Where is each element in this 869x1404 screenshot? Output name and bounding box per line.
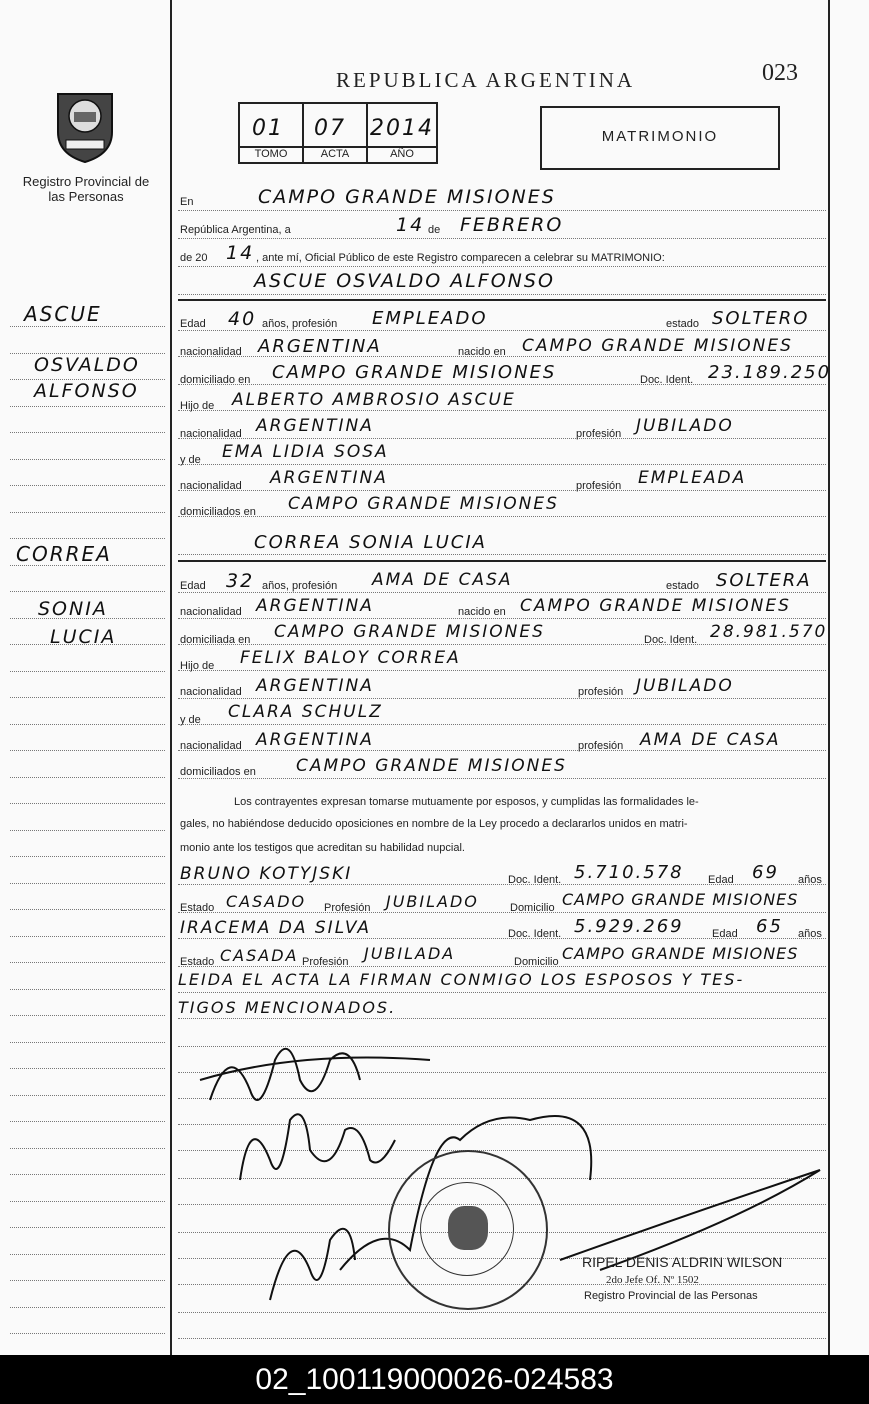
witness2-profesion: JUBILADA	[364, 944, 456, 963]
witness2-prof-label: Profesión	[302, 956, 349, 968]
body-ruled-line	[178, 750, 826, 751]
official-name: RIPEL DENIS ALDRIN WILSON	[582, 1254, 783, 1270]
document-code-footer: 02_100119000026-024583	[0, 1355, 869, 1404]
groom-nac-label: nacionalidad	[180, 346, 242, 358]
bride-doms-label: domiciliados en	[180, 766, 256, 778]
margin-ruled-line	[10, 777, 165, 778]
margin-ruled-line	[10, 1254, 165, 1255]
groom-estado-label: estado	[666, 318, 700, 330]
country-title: REPUBLICA ARGENTINA	[336, 68, 636, 92]
body-ruled-line	[178, 592, 826, 593]
body-ruled-line	[178, 1018, 826, 1019]
groom-madre-nac-label: nacionalidad	[180, 480, 242, 492]
official-office: Registro Provincial de las Personas	[584, 1290, 758, 1302]
margin-bride-name2: LUCIA	[50, 626, 117, 648]
tomo-label: TOMO	[254, 148, 288, 160]
official-title: 2do Jefe Of. Nº 1502	[606, 1274, 699, 1286]
witness1-estado-label: Estado	[180, 902, 215, 914]
body-ruled-line	[178, 618, 826, 619]
margin-ruled-line	[10, 538, 165, 539]
republica-label: República Argentina, a	[180, 224, 291, 236]
intro-year: 14	[226, 242, 255, 264]
margin-ruled-line	[10, 883, 165, 884]
witness1-edad: 69	[752, 862, 779, 883]
de20-label: de 20	[180, 252, 208, 264]
body-ruled-line	[178, 724, 826, 725]
margin-ruled-line	[10, 1095, 165, 1096]
groom-anos-label: años, profesión	[262, 318, 338, 330]
witness1-doc-label: Doc. Ident.	[508, 874, 562, 886]
bride-padres-dom: CAMPO GRANDE MISIONES	[296, 756, 567, 776]
province-logo	[52, 88, 118, 164]
margin-ruled-line	[10, 1121, 165, 1122]
bride-yde-label: y de	[180, 714, 201, 726]
margin-ruled-line	[10, 962, 165, 963]
witness1-anos-label: años	[798, 874, 822, 886]
margin-groom-name2: ALFONSO	[34, 380, 139, 402]
bride-nacido-label: nacido en	[458, 606, 506, 618]
groom-nacionalidad: ARGENTINA	[258, 336, 382, 357]
bride-nac-label: nacionalidad	[180, 606, 242, 618]
body-ruled-line	[178, 384, 826, 385]
bride-madre-nac-label: nacionalidad	[180, 740, 242, 752]
margin-ruled-line	[10, 697, 165, 698]
groom-padres-dom: CAMPO GRANDE MISIONES	[288, 494, 559, 514]
bride-padre: FELIX BALOY CORREA	[240, 648, 461, 668]
groom-padre-nac-label: nacionalidad	[180, 428, 242, 440]
signature-bride	[240, 1114, 395, 1180]
groom-doc-label: Doc. Ident.	[640, 374, 694, 386]
margin-ruled-line	[10, 671, 165, 672]
margin-ruled-line	[10, 459, 165, 460]
witness1-prof-label: Profesión	[324, 902, 371, 914]
bride-madre-prof-label: profesión	[578, 740, 624, 752]
margin-groom-surname: ASCUE	[24, 302, 102, 326]
bride-madre-prof: AMA DE CASA	[640, 730, 781, 750]
body-ruled-line	[178, 644, 826, 645]
bride-hijo-label: Hijo de	[180, 660, 215, 672]
body-ruled-line	[178, 698, 826, 699]
groom-padre-nac: ARGENTINA	[256, 416, 374, 436]
witness2-estado-label: Estado	[180, 956, 215, 968]
witness2-edad-label: Edad	[712, 928, 738, 940]
margin-ruled-line	[10, 830, 165, 831]
bride-full-name: CORREA SONIA LUCIA	[254, 532, 487, 553]
groom-edad: 40	[228, 308, 257, 330]
closing-line2: TIGOS MENCIONADOS.	[178, 998, 397, 1017]
body-ruled-line	[178, 464, 826, 465]
body-ruled-line	[178, 438, 826, 439]
bride-padre-prof: JUBILADO	[636, 676, 734, 696]
groom-madre-prof-label: profesión	[576, 480, 622, 492]
margin-ruled-line	[10, 1015, 165, 1016]
anio-value: 2014	[370, 116, 434, 141]
margin-ruled-line	[10, 1174, 165, 1175]
witness1-edad-label: Edad	[708, 874, 734, 886]
bride-edad-label: Edad	[180, 580, 206, 592]
witness1-doc: 5.710.578	[574, 862, 684, 883]
body-ruled-line	[178, 966, 826, 967]
margin-ruled-line	[10, 1068, 165, 1069]
margin-ruled-line	[10, 1042, 165, 1043]
bride-separator	[178, 560, 826, 562]
de-label: de	[428, 224, 441, 236]
groom-madre-nac: ARGENTINA	[270, 468, 388, 488]
bride-padre-prof-label: profesión	[578, 686, 624, 698]
witness2-doc-label: Doc. Ident.	[508, 928, 562, 940]
witness2-doc: 5.929.269	[574, 916, 684, 937]
margin-ruled-line	[10, 512, 165, 513]
act-type-box	[540, 106, 780, 170]
bride-domicilio: CAMPO GRANDE MISIONES	[274, 622, 545, 642]
bride-madre-nac: ARGENTINA	[256, 730, 374, 750]
margin-ruled-line	[10, 1201, 165, 1202]
groom-hijo-label: Hijo de	[180, 400, 215, 412]
witness2-edad: 65	[756, 916, 783, 937]
margin-ruled-line	[10, 1227, 165, 1228]
groom-domicilio: CAMPO GRANDE MISIONES	[272, 362, 557, 383]
intro-place: CAMPO GRANDE MISIONES	[258, 186, 556, 208]
signature-groom	[200, 1049, 430, 1100]
witness1-profesion: JUBILADO	[386, 892, 479, 911]
margin-ruled-line	[10, 1307, 165, 1308]
body-text-line2: gales, no habiéndose deducido oposiciones en nombre de la Ley procedo a declararlos unidos en matri-	[180, 818, 688, 830]
groom-doms-label: domiciliados en	[180, 506, 256, 518]
body-ruled-line	[178, 266, 826, 267]
body-ruled-line	[178, 490, 826, 491]
margin-ruled-line	[10, 803, 165, 804]
intro-month: FEBRERO	[460, 214, 564, 236]
bride-doc: 28.981.570	[710, 622, 828, 642]
bride-dom-label: domiciliada en	[180, 634, 251, 646]
official-stamp	[388, 1150, 548, 1310]
margin-ruled-line	[10, 936, 165, 937]
groom-doc: 23.189.250	[708, 362, 832, 383]
margin-bride-name1: SONIA	[38, 598, 108, 620]
witness1-dom-label: Domicilio	[510, 902, 555, 914]
margin-groom-name1: OSVALDO	[34, 354, 140, 376]
bride-madre: CLARA SCHULZ	[228, 702, 383, 722]
bride-profesion: AMA DE CASA	[372, 570, 513, 590]
margin-ruled-line	[10, 989, 165, 990]
witness2-name: IRACEMA DA SILVA	[180, 918, 372, 938]
acta-value: 07	[314, 116, 346, 141]
groom-dom-label: domiciliado en	[180, 374, 251, 386]
body-ruled-line	[178, 992, 826, 993]
bride-nacido: CAMPO GRANDE MISIONES	[520, 596, 791, 616]
groom-separator	[178, 299, 826, 301]
bride-estado: SOLTERA	[716, 570, 812, 591]
left-border-line	[170, 0, 172, 1355]
groom-yde-label: y de	[180, 454, 201, 466]
body-ruled-line	[178, 330, 826, 331]
margin-ruled-line	[10, 750, 165, 751]
witness2-dom-label: Domicilio	[514, 956, 559, 968]
groom-edad-label: Edad	[180, 318, 206, 330]
body-ruled-line	[178, 516, 826, 517]
groom-full-name: ASCUE OSVALDO ALFONSO	[254, 270, 555, 292]
margin-ruled-line	[10, 909, 165, 910]
margin-ruled-line	[10, 485, 165, 486]
intro-day: 14	[396, 214, 425, 236]
margin-bride-surname: CORREA	[16, 542, 112, 566]
register-box	[238, 102, 438, 164]
margin-ruled-line	[10, 1333, 165, 1334]
witness2-domicilio: CAMPO GRANDE MISIONES	[562, 944, 799, 963]
registry-name: Registro Provincial de las Personas	[22, 174, 150, 204]
margin-ruled-line	[10, 1280, 165, 1281]
margin-ruled-line	[10, 1148, 165, 1149]
bride-anos-label: años, profesión	[262, 580, 338, 592]
bride-padre-nac-label: nacionalidad	[180, 686, 242, 698]
body-text-line1: Los contrayentes expresan tomarse mutuamente por esposos, y cumplidas las formalidades le-	[234, 796, 699, 808]
body-ruled-line	[178, 554, 826, 555]
acta-label: ACTA	[320, 148, 350, 160]
body-ruled-line	[178, 912, 826, 913]
witness1-estado: CASADO	[226, 892, 307, 911]
witness1-domicilio: CAMPO GRANDE MISIONES	[562, 890, 799, 909]
body-ruled-line	[178, 210, 826, 211]
margin-ruled-line	[10, 432, 165, 433]
act-type-label: MATRIMONIO	[601, 128, 719, 145]
page-number: 023	[762, 60, 798, 86]
body-ruled-line	[178, 670, 826, 671]
groom-madre: EMA LIDIA SOSA	[222, 442, 389, 462]
margin-ruled-line	[10, 591, 165, 592]
witness2-estado: CASADA	[220, 946, 299, 965]
groom-padre-prof-label: profesión	[576, 428, 622, 440]
witness1-name: BRUNO KOTYJSKI	[180, 864, 353, 884]
groom-estado: SOLTERO	[712, 308, 810, 329]
body-ruled-line	[178, 778, 826, 779]
bride-estado-label: estado	[666, 580, 700, 592]
en-label: En	[180, 196, 194, 208]
body-text-line3: monio ante los testigos que acreditan su habilidad nupcial.	[180, 842, 465, 854]
intro-sentence: , ante mí, Oficial Público de este Registro comparecen a celebrar su MATRIMONIO:	[256, 252, 665, 264]
bride-edad: 32	[226, 570, 255, 592]
tomo-value: 01	[252, 116, 284, 141]
groom-profesion: EMPLEADO	[372, 308, 488, 329]
witness2-anos-label: años	[798, 928, 822, 940]
margin-ruled-line	[10, 326, 165, 327]
body-ruled-line	[178, 410, 826, 411]
bride-doc-label: Doc. Ident.	[644, 634, 698, 646]
body-ruled-line	[178, 238, 826, 239]
margin-ruled-line	[10, 406, 165, 407]
groom-nacido: CAMPO GRANDE MISIONES	[522, 336, 793, 356]
groom-padre-prof: JUBILADO	[636, 416, 734, 436]
groom-padre: ALBERTO AMBROSIO ASCUE	[232, 390, 516, 410]
groom-nacido-label: nacido en	[458, 346, 506, 358]
groom-madre-prof: EMPLEADA	[638, 468, 747, 488]
margin-ruled-line	[10, 856, 165, 857]
anio-label: AÑO	[390, 148, 414, 160]
closing-line1: LEIDA EL ACTA LA FIRMAN CONMIGO LOS ESPOSOS Y TES-	[178, 970, 745, 989]
body-ruled-line	[178, 294, 826, 295]
margin-ruled-line	[10, 724, 165, 725]
bride-nacionalidad: ARGENTINA	[256, 596, 374, 616]
bride-padre-nac: ARGENTINA	[256, 676, 374, 696]
